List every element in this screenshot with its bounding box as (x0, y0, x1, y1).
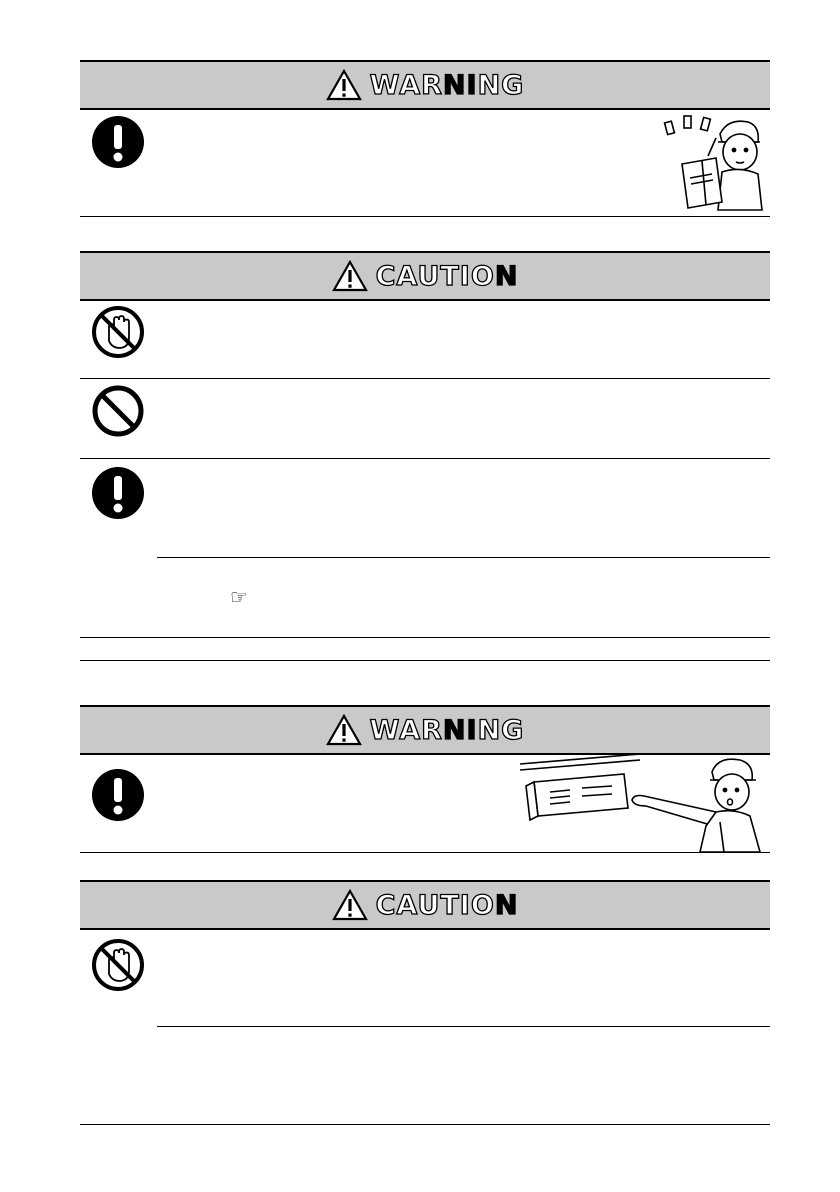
warning-title-1: WARNING (369, 69, 525, 101)
section-divider (80, 852, 770, 853)
warning-triangle-icon (326, 714, 362, 746)
section-divider (80, 216, 770, 217)
section-divider (80, 660, 770, 661)
item-divider (80, 378, 770, 379)
mandatory-action-icon (91, 466, 145, 520)
section-divider (80, 637, 770, 638)
caution-title-2: CAUTION (375, 889, 519, 921)
item-divider (80, 458, 770, 459)
warning-title-2: WARNING (369, 714, 525, 746)
warning-triangle-icon (332, 260, 368, 292)
warning-header-1 (80, 60, 770, 110)
sub-item-divider (157, 1026, 770, 1027)
prohibited-icon (91, 384, 145, 438)
do-not-touch-icon (91, 938, 145, 992)
worker-reading-manual-illustration (662, 112, 766, 217)
caution-header-2 (80, 880, 770, 930)
warning-triangle-icon (332, 889, 368, 921)
mandatory-action-icon (91, 115, 145, 169)
section-divider (80, 1124, 770, 1125)
sub-item-divider (157, 557, 770, 558)
warning-triangle-icon (326, 69, 362, 101)
mandatory-action-icon (91, 768, 145, 822)
caution-title-1: CAUTION (375, 260, 519, 292)
worker-pointing-at-unit-illustration (520, 752, 770, 859)
pointing-hand-icon: ☞ (230, 585, 248, 609)
do-not-touch-icon (91, 305, 145, 359)
caution-header-1 (80, 251, 770, 301)
warning-header-2 (80, 705, 770, 755)
